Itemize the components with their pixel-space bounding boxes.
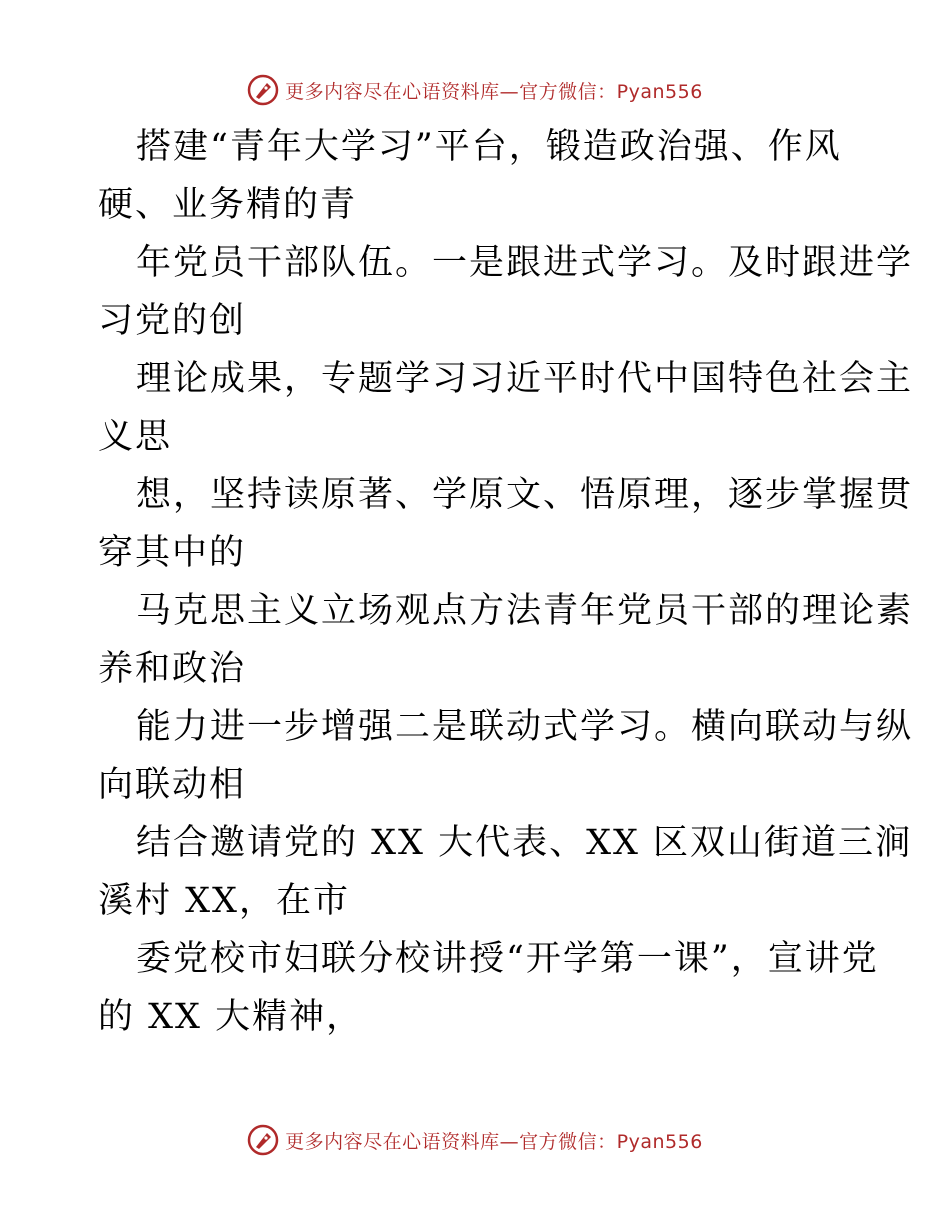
paragraph-line: 能力进一步增强二是联动式学习。横向联动与纵 (136, 707, 914, 747)
footer-watermark-text: 更多内容尽在心语资料库—官方微信：Pyan556 (285, 1130, 703, 1153)
pen-nib-logo-icon (247, 1124, 279, 1156)
paragraph-line: 想，坚持读原著、学原文、悟原理，逐步掌握贯 (136, 475, 914, 515)
paragraph-line: 硬、业务精的青 (98, 185, 358, 225)
paragraph-line: 马克思主义立场观点方法青年党员干部的理论素 (136, 591, 914, 631)
paragraph-line: 养和政治 (98, 649, 247, 689)
header-banner (0, 70, 950, 110)
paragraph-line: 溪村 XX，在市 (98, 881, 350, 921)
footer-banner (0, 1120, 950, 1160)
document-body (98, 118, 914, 1046)
paragraph-line: 年党员干部队伍。一是跟进式学习。及时跟进学 (136, 243, 914, 283)
paragraph-line: 向联动相 (98, 765, 247, 805)
paragraph-line: 习党的创 (98, 301, 247, 341)
paragraph-line: 义思 (98, 417, 173, 457)
paragraph-line: 理论成果，专题学习习近平时代中国特色社会主 (136, 359, 914, 399)
paragraph-line: 的 XX 大精神， (98, 997, 364, 1037)
paragraph-line: 结合邀请党的 XX 大代表、XX 区双山街道三涧 (136, 823, 913, 863)
paragraph-line: 穿其中的 (98, 533, 247, 573)
paragraph-line: 搭建“青年大学习”平台，锻造政治强、作风 (136, 127, 842, 167)
paragraph-line: 委党校市妇联分校讲授“开学第一课”，宣讲党 (136, 939, 879, 979)
header-watermark-text: 更多内容尽在心语资料库—官方微信：Pyan556 (285, 80, 703, 103)
pen-nib-logo-icon (247, 74, 279, 106)
